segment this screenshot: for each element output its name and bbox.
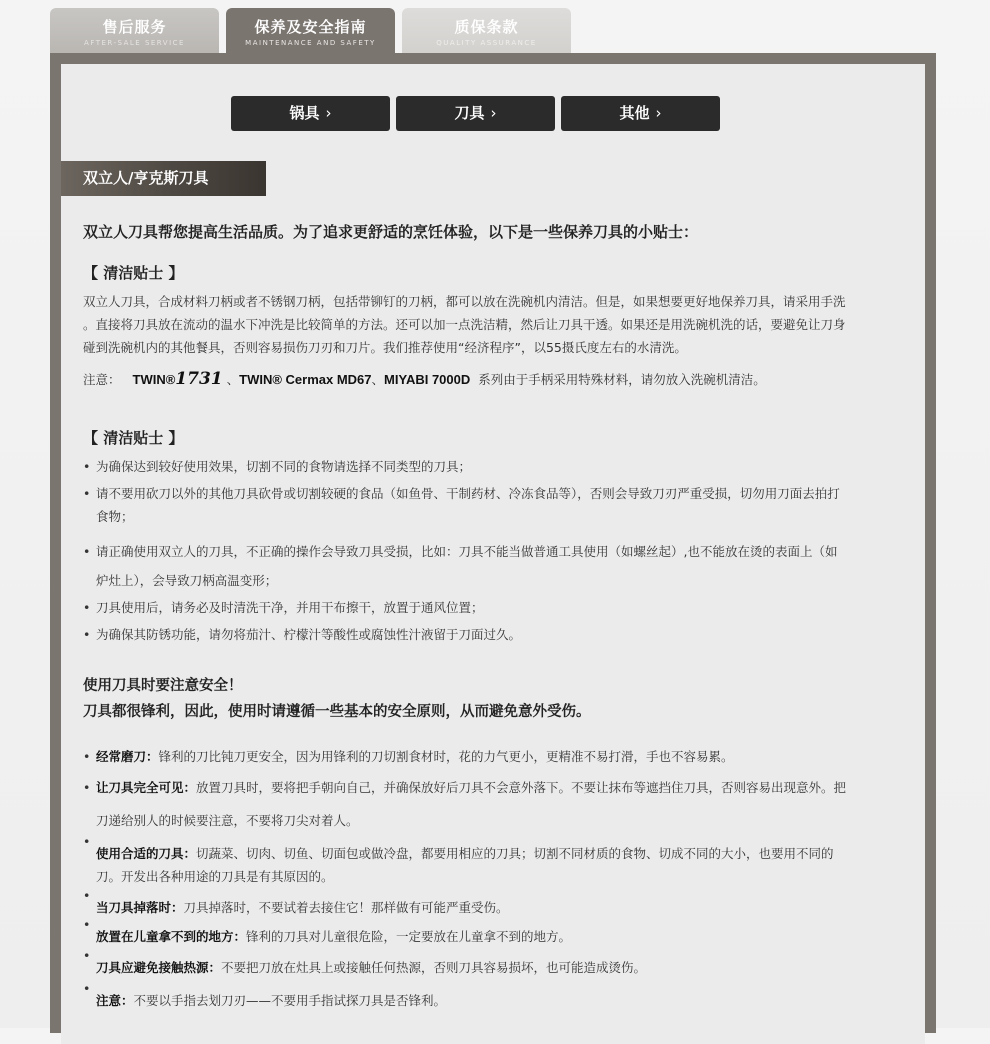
- tab-sublabel: AFTER-SALE SERVICE: [84, 39, 185, 47]
- tab-label: 售后服务: [102, 18, 167, 36]
- note-suffix: 系列由于手柄采用特殊材料，请勿放入洗碗机清洁。: [478, 372, 766, 387]
- paragraph-line: 碰到洗碗机内的其他餐具，否则容易损伤刀刃和刀片。我们推荐使用“经济程序”，以55摄氏度左右的水清洗。: [83, 340, 687, 355]
- tab-maintenance-and-safety[interactable]: [226, 8, 395, 54]
- list-item: • 刀具应避免接触热源：不要把刀放在灶具上或接触任何热源，否则刀具容易损坏，也可能造成烫伤。: [83, 948, 647, 975]
- intro-heading: 双立人刀具帮您提高生活品质。为了追求更舒适的烹饪体验，以下是一些保养刀具的小贴士：: [83, 223, 699, 241]
- care-tips-list: [83, 455, 889, 646]
- tab-sublabel: MAINTENANCE AND SAFETY: [245, 39, 376, 47]
- list-item: • 请正确使用双立人的刀具，不正确的操作会导致刀具受损，比如：刀具不能当做普通工具使用（如螺丝起）,也不能放在烫的表面上（如: [83, 540, 889, 563]
- brand-twin-logo: TWIN®: [132, 372, 176, 387]
- cleaning-paragraph: [83, 290, 889, 359]
- list-item-continuation: 炉灶上），会导致刀柄高温变形；: [96, 573, 278, 588]
- brand-miyabi-logo: MIYABI 7000D: [384, 372, 471, 387]
- safety-rules-list: [83, 745, 889, 1025]
- separator: 、: [371, 372, 385, 387]
- tab-label: 保养及安全指南: [254, 18, 367, 36]
- list-item: • 当刀具掉落时：刀具掉落时，不要试着去接住它！那样做有可能严重受伤。: [83, 888, 509, 915]
- safety-heading: 使用刀具时要注意安全！: [83, 678, 243, 694]
- brand-1731-logo: 1731: [175, 369, 223, 389]
- paragraph-line: 。直接将刀具放在流动的温水下冲洗是比较简单的方法。还可以加一点洗洁精，然后让刀具干透。如果还是用洗碗机洗的话，要避免让刀身: [83, 317, 846, 332]
- section-title-banner: 双立人/亨克斯刀具: [61, 161, 266, 196]
- chevron-right-icon: ›: [325, 104, 332, 122]
- list-item: • 为确保达到较好使用效果，切割不同的食物请选择不同类型的刀具；: [83, 455, 889, 478]
- list-item: • 经常磨刀：锋利的刀比钝刀更安全，因为用锋利的刀切割食材时，花的力气更小，更精准不易打滑，手也不容易累。: [83, 749, 734, 764]
- dishwasher-note: [83, 369, 889, 389]
- list-item-continuation: 刀递给别人的时候要注意，不要将刀尖对着人。: [96, 813, 359, 828]
- content-panel: [61, 64, 925, 1044]
- list-item-continuation: 食物；: [96, 509, 134, 524]
- tab-label: 质保条款: [454, 18, 519, 36]
- tab-quality-assurance[interactable]: [402, 8, 571, 54]
- list-item-continuation: 刀。开发出各种用途的刀具是有其原因的。: [96, 869, 334, 884]
- category-label: 其他: [619, 104, 650, 122]
- safety-subheading: 刀具都很锋利，因此，使用时请遵循一些基本的安全原则，从而避免意外受伤。: [83, 704, 591, 720]
- content-frame: [50, 53, 936, 1033]
- paragraph-line: 双立人刀具，合成材料刀柄或者不锈钢刀柄，包括带铆钉的刀柄，都可以放在洗碗机内清洁。但是，如果想要更好地保养刀具，请采用手洗: [83, 294, 846, 309]
- list-item: • 为确保其防锈功能，请勿将茄汁、柠檬汁等酸性或腐蚀性汁液留于刀面过久。: [83, 623, 889, 646]
- category-button-knives[interactable]: [396, 96, 555, 131]
- list-item: • 刀具使用后，请务必及时清洗干净，并用干布擦干，放置于通风位置；: [83, 596, 889, 619]
- category-label: 刀具: [454, 104, 485, 122]
- separator: 、: [226, 372, 240, 387]
- cleaning-heading: 【 清洁贴士 】: [83, 264, 184, 282]
- tab-sublabel: QUALITY ASSURANCE: [436, 39, 537, 47]
- chevron-right-icon: ›: [490, 104, 497, 122]
- list-item: • 放置在儿童拿不到的地方：锋利的刀具对儿童很危险，一定要放在儿童拿不到的地方。: [83, 917, 572, 944]
- chevron-right-icon: ›: [655, 104, 662, 122]
- brand-twin-cermax-logo: TWIN® Cermax MD67: [239, 372, 372, 387]
- list-item: • 注意：不要以手指去划刀刃——不要用手指试探刀具是否锋利。: [83, 981, 447, 1008]
- category-button-other[interactable]: [561, 96, 720, 131]
- category-button-cookware[interactable]: [231, 96, 390, 131]
- note-prefix: 注意：: [83, 372, 121, 387]
- list-item: • 使用合适的刀具：切蔬菜、切肉、切鱼、切面包或做冷盘，都要用相应的刀具；切割不同材质的食物、切成不同的大小，也要用不同的: [83, 834, 834, 861]
- list-item: • 让刀具完全可见：放置刀具时，要将把手朝向自己，并确保放好后刀具不会意外落下。不要让抹布等遮挡住刀具，否则容易出现意外。把: [83, 780, 847, 795]
- tab-after-sale-service[interactable]: [50, 8, 219, 54]
- list-item: • 请不要用砍刀以外的其他刀具砍骨或切割较硬的食品（如鱼骨、干制药材、冷冻食品等），否则会导致刀刃严重受损，切勿用刀面去拍打: [83, 482, 889, 505]
- category-label: 锅具: [289, 104, 320, 122]
- tips-heading: 【 清洁贴士 】: [83, 429, 184, 447]
